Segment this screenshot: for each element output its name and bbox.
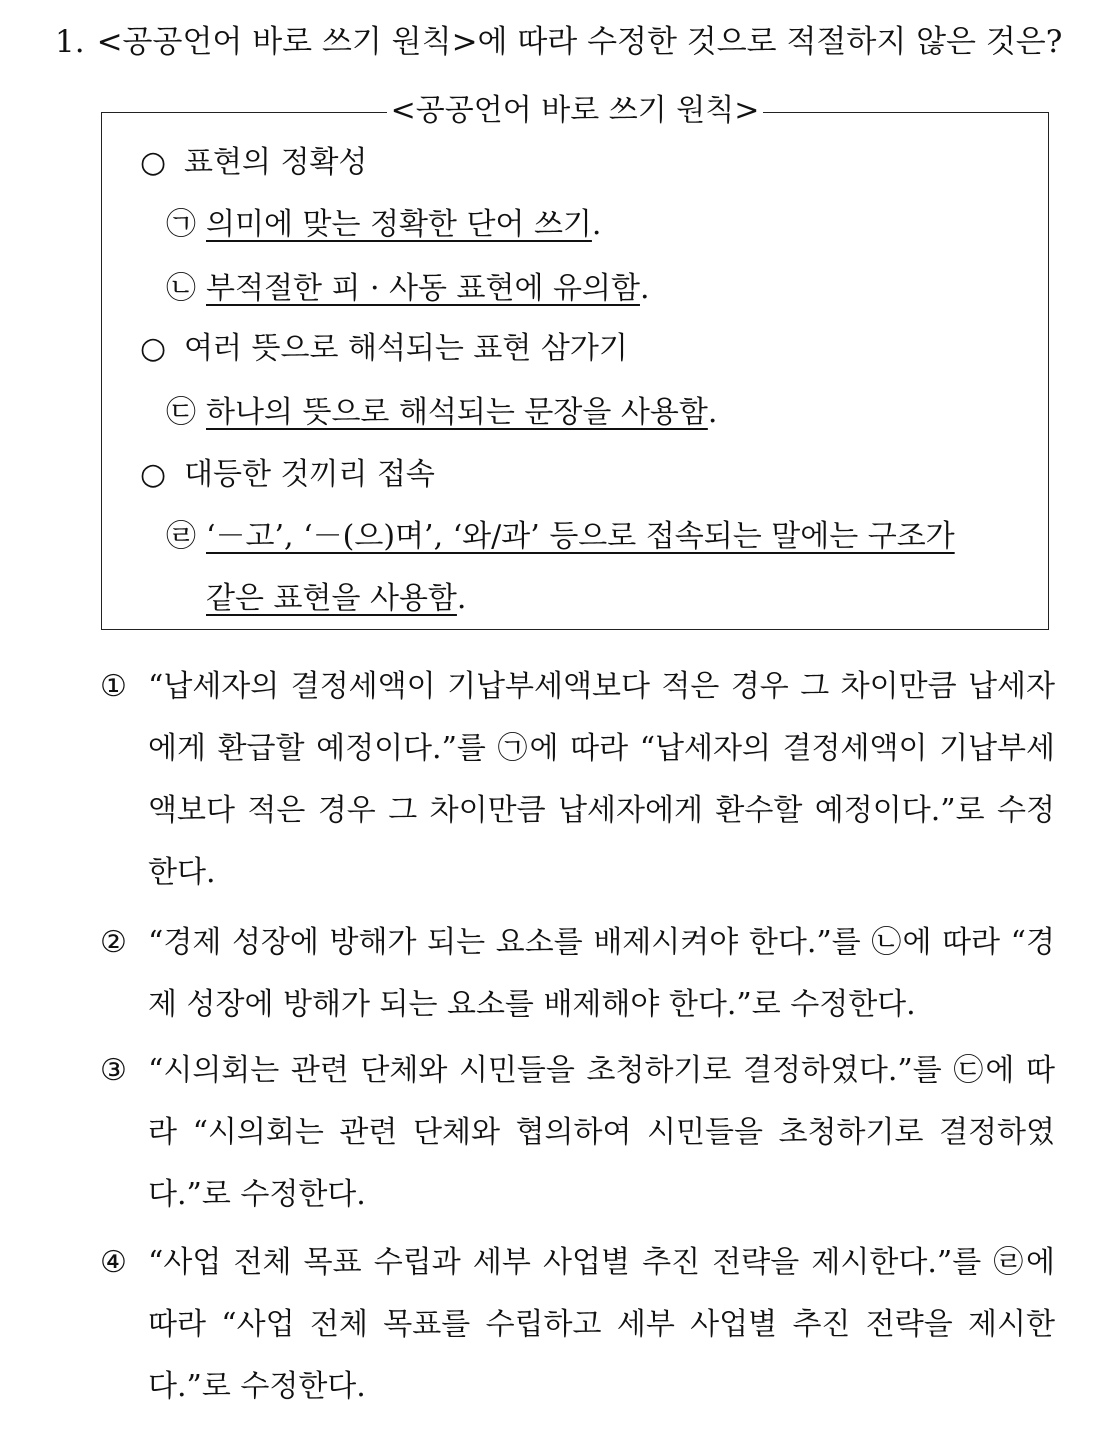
principle-text: 부적절한 피 · 사동 표현에 유의함 (206, 271, 640, 306)
principle-item-c (166, 391, 717, 435)
circle-bullet-icon: ○ (140, 145, 167, 180)
circled-letter-c: ㉢ (166, 395, 196, 430)
answer-option-3[interactable] (100, 1040, 1055, 1226)
principle-text: ‘－고’, ‘－(으)며’, ‘와/과’ 등으로 접속되는 말에는 구조가 (206, 519, 955, 554)
option-number: ② (100, 925, 127, 960)
section-heading: 대등한 것끼리 접속 (184, 457, 435, 492)
question-stem (55, 18, 1063, 66)
section-heading-accuracy (140, 141, 367, 185)
question-text: <공공언어 바로 쓰기 원칙>에 따라 수정한 것으로 적절하지 않은 것은? (96, 24, 1063, 60)
section-heading-parallel (140, 453, 435, 497)
circled-letter-d: ㉣ (166, 519, 196, 554)
option-text: “경제 성장에 방해가 되는 요소를 배제시켜야 한다.”를 ㉡에 따라 “경제 성장에 방해가 되는 요소를 배제해야 한다.”로 수정한다. (148, 925, 1055, 1022)
principle-item-d-cont (206, 577, 466, 621)
section-heading-ambiguity (140, 327, 628, 371)
circled-letter-a: ㉠ (166, 207, 196, 242)
circle-bullet-icon: ○ (140, 331, 167, 366)
principle-item-b (166, 267, 650, 311)
option-text: “사업 전체 목표 수립과 세부 사업별 추진 전략을 제시한다.”를 ㉣에 따라 “사업 전체 목표를 수립하고 세부 사업별 추진 전략을 제시한다.”로 수정한다. (148, 1245, 1055, 1404)
principle-text: 하나의 뜻으로 해석되는 문장을 사용함 (206, 395, 708, 430)
option-number: ④ (100, 1245, 127, 1280)
answer-option-1[interactable] (100, 656, 1055, 904)
option-text: “납세자의 결정세액이 기납부세액보다 적은 경우 그 차이만큼 납세자에게 환급할 예정이다.”를 ㉠에 따라 “납세자의 결정세액이 기납부세액보다 적은 경우 그 차이만큼 납세자에게 환수할 예정이다.”로 수정한다. (148, 669, 1055, 890)
section-heading: 표현의 정확성 (184, 145, 368, 180)
principles-box (101, 93, 1049, 630)
principle-text: 의미에 맞는 정확한 단어 쓰기 (206, 207, 592, 242)
box-title: <공공언어 바로 쓰기 원칙> (102, 91, 1048, 131)
period: . (639, 271, 650, 306)
question-number: 1. (55, 24, 85, 60)
option-number: ③ (100, 1053, 127, 1088)
circled-letter-b: ㉡ (166, 271, 196, 306)
option-text: “시의회는 관련 단체와 시민들을 초청하기로 결정하였다.”를 ㉢에 따라 “시의회는 관련 단체와 협의하여 시민들을 초청하기로 결정하였다.”로 수정한다. (148, 1053, 1055, 1212)
period: . (456, 581, 467, 616)
answer-option-2[interactable] (100, 912, 1055, 1036)
principle-item-a (166, 203, 601, 247)
principle-text-continued: 같은 표현을 사용함 (206, 581, 457, 616)
option-number: ① (100, 669, 127, 704)
principle-item-d (166, 515, 955, 559)
circle-bullet-icon: ○ (140, 457, 167, 492)
period: . (591, 207, 602, 242)
answer-option-4[interactable] (100, 1232, 1055, 1418)
section-heading: 여러 뜻으로 해석되는 표현 삼가기 (184, 331, 628, 366)
period: . (707, 395, 718, 430)
